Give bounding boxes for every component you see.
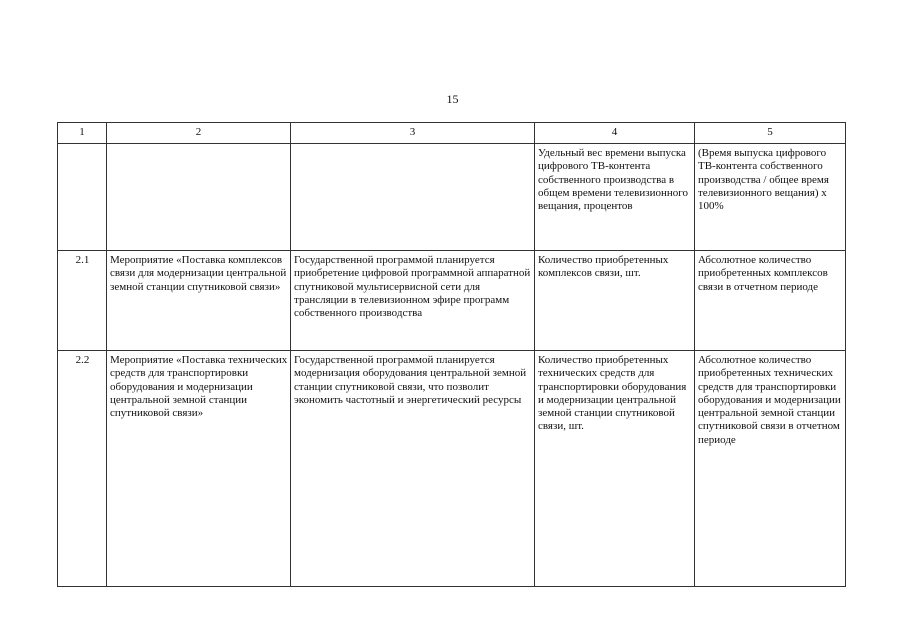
formula-cell: Абсолютное количество приобретенных технических средств для транспортировки оборудования и модернизации центральной земной станции спутниковой связи в отчетном периоде [695, 351, 846, 587]
indicator-cell: Количество приобретенных комплексов связи, шт. [535, 251, 695, 351]
column-header-5: 5 [695, 123, 846, 144]
event-cell: Мероприятие «Поставка комплексов связи для модернизации центральной земной станции спутниковой связи» [107, 251, 291, 351]
description-cell: Государственной программой планируется приобретение цифровой программной аппаратной спутниковой мультисервисной сети для трансляции в телевизионном эфире программ собственного производства [291, 251, 535, 351]
table-row [58, 251, 846, 351]
column-header-3: 3 [291, 123, 535, 144]
table-row [58, 351, 846, 587]
row-number-cell: 2.1 [58, 251, 107, 351]
formula-cell: (Время выпуска цифрового ТВ-контента собственного производства / общее время телевизионного вещания) х 100% [695, 144, 846, 251]
row-number-cell [58, 144, 107, 251]
column-header-1: 1 [58, 123, 107, 144]
indicator-cell: Удельный вес времени выпуска цифрового ТВ-контента собственного производства в общем времени телевизионного вещания, процентов [535, 144, 695, 251]
row-number-cell: 2.2 [58, 351, 107, 587]
table-header-row [58, 123, 846, 144]
indicators-table [57, 122, 846, 587]
event-cell [107, 144, 291, 251]
description-cell [291, 144, 535, 251]
formula-cell: Абсолютное количество приобретенных комплексов связи в отчетном периоде [695, 251, 846, 351]
indicator-cell: Количество приобретенных технических средств для транспортировки оборудования и модернизации центральной земной станции спутниковой связи, шт. [535, 351, 695, 587]
table-row [58, 144, 846, 251]
column-header-2: 2 [107, 123, 291, 144]
page-number: 15 [446, 92, 459, 106]
column-header-4: 4 [535, 123, 695, 144]
description-cell: Государственной программой планируется модернизация оборудования центральной земной станции спутниковой связи, что позволит экономить частотный и энергетический ресурсы [291, 351, 535, 587]
event-cell: Мероприятие «Поставка технических средств для транспортировки оборудования и модернизации центральной земной станции спутниковой связи» [107, 351, 291, 587]
